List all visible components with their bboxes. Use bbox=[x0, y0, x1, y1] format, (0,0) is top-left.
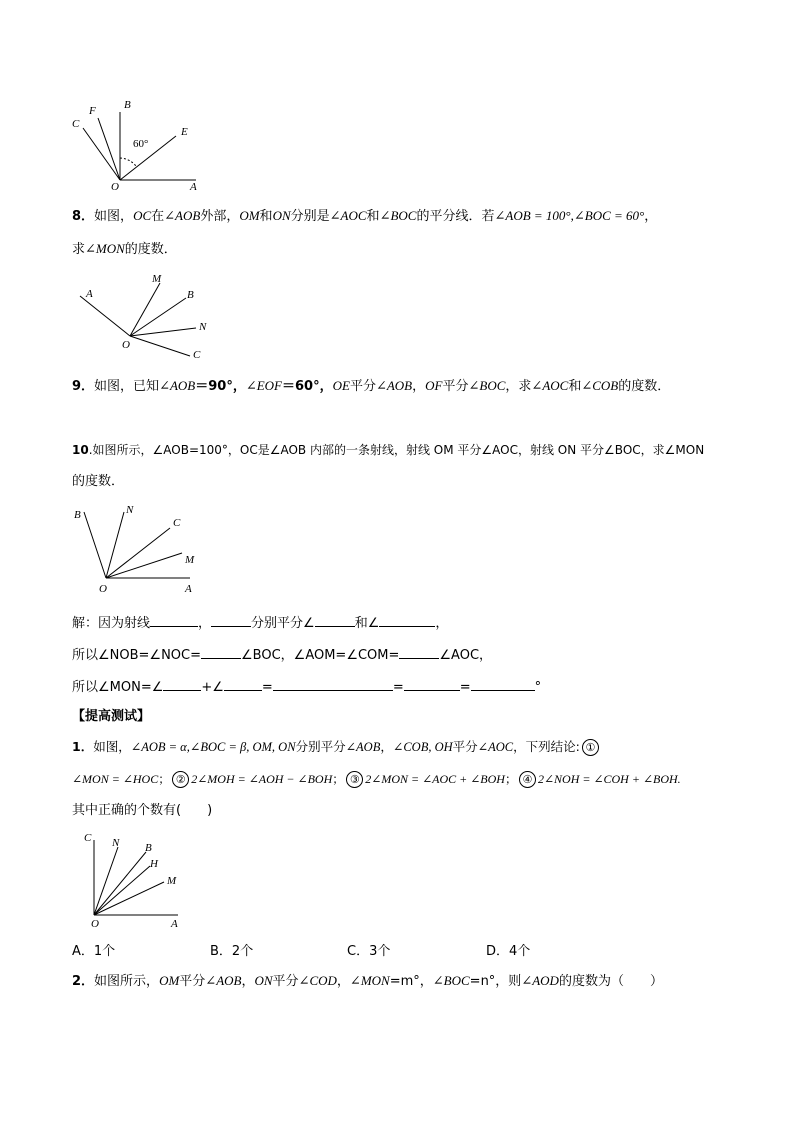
q10-labels-B: B bbox=[74, 509, 81, 521]
q10-labels-N: N bbox=[126, 504, 134, 516]
p2-aod: ∠AOD bbox=[521, 973, 559, 988]
q9-cob: ∠COB bbox=[581, 378, 619, 393]
q8-on: ON bbox=[272, 208, 291, 223]
p1-t5: ，下列结论: bbox=[513, 739, 580, 754]
q9-eq2: ＝60°， bbox=[282, 379, 333, 394]
p2-line bbox=[72, 972, 663, 991]
ray-oc bbox=[83, 128, 120, 180]
q10-sol1b: ， bbox=[198, 616, 212, 631]
p2-t2: 平分 bbox=[179, 974, 206, 989]
p2-t6: =m°， bbox=[389, 974, 433, 989]
q8-aoc: ∠AOC bbox=[329, 208, 367, 223]
blank[interactable] bbox=[399, 644, 439, 659]
q10-line1 bbox=[72, 441, 704, 459]
blank[interactable] bbox=[163, 676, 201, 691]
p2-t4: 平分 bbox=[272, 974, 299, 989]
q8-aob: ∠AOB bbox=[164, 208, 201, 223]
p1-s3: 2∠MON = ∠AOC + ∠BOH bbox=[365, 772, 505, 786]
p2-boc: ∠BOC bbox=[432, 973, 470, 988]
q10-solution-1 bbox=[72, 612, 448, 633]
angle-arc bbox=[120, 158, 136, 166]
q8-text1: 如图， bbox=[94, 209, 134, 224]
q9-text: 如图，已知 bbox=[94, 379, 160, 394]
p1-t3: ， bbox=[380, 739, 393, 754]
section-title: 【提高测试】 bbox=[72, 709, 151, 724]
p2-aob: ∠AOB bbox=[205, 973, 242, 988]
q8-line2 bbox=[72, 240, 177, 259]
blank[interactable] bbox=[315, 612, 355, 627]
blank[interactable] bbox=[211, 612, 251, 627]
label-a: A bbox=[190, 181, 197, 193]
label-b: B bbox=[124, 99, 131, 111]
p1-labels-C: C bbox=[84, 832, 92, 844]
q10-sol1e: ， bbox=[435, 616, 449, 631]
q8-labels-A: A bbox=[86, 288, 93, 300]
q9-t4: ，求 bbox=[505, 379, 532, 394]
q10-labels-O: O bbox=[99, 583, 107, 595]
p1-sep2: ； bbox=[332, 772, 345, 786]
p2-t5: ， bbox=[336, 974, 350, 989]
q10-sol3d: = bbox=[392, 680, 404, 695]
p2-on: ON bbox=[254, 973, 273, 988]
q9-t5: 和 bbox=[568, 379, 582, 394]
q8-text5: 分别是 bbox=[290, 209, 330, 224]
choice-c[interactable]: C．3个 bbox=[347, 944, 391, 959]
p1-labels-N: N bbox=[112, 837, 120, 849]
q8-line2b: 的度数． bbox=[124, 242, 177, 257]
q10-line2: 的度数． bbox=[72, 474, 125, 489]
q8-labels-C: C bbox=[193, 349, 201, 361]
q8-cond: ∠AOB = 100°,∠BOC = 60° bbox=[494, 208, 645, 223]
p1-t1: 如图， bbox=[93, 739, 131, 754]
q10-labels-A: A bbox=[185, 583, 192, 595]
q8-text4: 和 bbox=[259, 209, 273, 224]
blank[interactable] bbox=[150, 612, 198, 627]
q10-sol1a: 解：因为射线 bbox=[72, 616, 151, 631]
q8-text8: ， bbox=[644, 209, 658, 224]
q8-num: 8． bbox=[72, 209, 95, 224]
q10-sol1c: 分别平分∠ bbox=[251, 616, 315, 631]
q9-boc: ∠BOC bbox=[468, 378, 506, 393]
q8-labels-M: M bbox=[152, 273, 162, 285]
q10-sol2a: 所以∠NOB=∠NOC= bbox=[72, 648, 202, 663]
q9-aob2: ∠AOB bbox=[375, 378, 413, 393]
p2-num: 2． bbox=[72, 974, 95, 989]
q10-labels-M: M bbox=[185, 554, 195, 566]
q9-num: 9． bbox=[72, 379, 95, 394]
q8-boc: ∠BOC bbox=[379, 208, 417, 223]
q9-eof: ∠EOF bbox=[245, 378, 282, 393]
p2-t3: ， bbox=[241, 974, 255, 989]
p1-s1: ∠MON = ∠HOC bbox=[72, 772, 159, 786]
q10-solution-3 bbox=[72, 676, 541, 697]
p1-t2: 分别平分 bbox=[295, 739, 346, 754]
q8-om: OM bbox=[239, 208, 260, 223]
p1-s2: 2∠MOH = ∠AOH − ∠BOH bbox=[191, 772, 333, 786]
q9-t3: 平分 bbox=[442, 379, 469, 394]
q8-labels-N: N bbox=[199, 321, 207, 333]
q8-labels-B: B bbox=[187, 289, 194, 301]
p1-labels-B: B bbox=[145, 842, 152, 854]
blank[interactable] bbox=[273, 676, 393, 691]
q10-sol3a: 所以∠MON=∠ bbox=[72, 680, 164, 695]
q9-t1: 平分 bbox=[349, 379, 376, 394]
label-f: F bbox=[89, 105, 96, 117]
q10-line1: .如图所示，∠AOB=100°，OC是∠AOB 内部的一条射线，射线 OM 平分∠AOC，射线 ON 平分∠BOC，求∠MON bbox=[88, 443, 705, 457]
p1-question: 其中正确的个数有( ) bbox=[72, 803, 213, 818]
choice-b[interactable]: B．2个 bbox=[210, 944, 254, 959]
ray-oe bbox=[120, 136, 176, 180]
blank[interactable] bbox=[404, 676, 460, 691]
q8-labels-O: O bbox=[122, 339, 130, 351]
choice-a[interactable]: A．1个 bbox=[72, 944, 116, 959]
p1-line2 bbox=[72, 770, 681, 788]
label-c: C bbox=[72, 118, 80, 130]
blank[interactable] bbox=[224, 676, 262, 691]
p1-line1 bbox=[72, 738, 601, 756]
q8-line2a: 求 bbox=[72, 242, 86, 257]
label-60: 60° bbox=[133, 138, 149, 150]
label-o: O bbox=[111, 181, 119, 193]
p1-labels-M: M bbox=[167, 875, 177, 887]
p2-om: OM bbox=[159, 973, 180, 988]
circled-2: ② bbox=[172, 771, 189, 788]
p1-sep1: ； bbox=[158, 772, 171, 786]
circled-1: ① bbox=[582, 739, 599, 756]
p1-m1: ∠AOB = α,∠BOC = β, OM, ON bbox=[130, 740, 296, 754]
p1-m2: ∠AOB bbox=[345, 740, 381, 754]
p1-t4: 平分 bbox=[452, 739, 478, 754]
circled-3: ③ bbox=[346, 771, 363, 788]
q10-solution-2 bbox=[72, 644, 492, 665]
p1-m3: ∠COB, OH bbox=[392, 740, 453, 754]
q10-sol3f: ° bbox=[534, 680, 542, 695]
p1-m4: ∠AOC bbox=[477, 740, 514, 754]
p1-num: 1． bbox=[72, 739, 94, 754]
p2-t1: 如图所示， bbox=[94, 974, 160, 989]
p2-t7: =n°，则 bbox=[469, 974, 522, 989]
q9-t2: ， bbox=[412, 379, 426, 394]
q9-aob: ∠AOB bbox=[159, 378, 196, 393]
q10-labels-C: C bbox=[173, 517, 181, 529]
p2-t8: 的度数为（ ） bbox=[558, 974, 663, 989]
q9-t6: 的度数． bbox=[618, 379, 671, 394]
q10-sol3c: = bbox=[261, 680, 273, 695]
q10-sol1d: 和∠ bbox=[354, 616, 380, 631]
q9-line bbox=[72, 377, 670, 396]
q10-num: 10 bbox=[72, 443, 89, 457]
q8-text2: 在 bbox=[151, 209, 165, 224]
circled-4: ④ bbox=[519, 771, 536, 788]
q10-sol2b: ∠BOC，∠AOM=∠COM= bbox=[241, 648, 400, 663]
blank[interactable] bbox=[471, 676, 535, 691]
p1-s4: 2∠NOH = ∠COH + ∠BOH. bbox=[537, 772, 681, 786]
q9-aoc: ∠AOC bbox=[531, 378, 569, 393]
q8-oc: OC bbox=[133, 208, 152, 223]
q9-oe: OE bbox=[332, 378, 350, 393]
label-e: E bbox=[181, 126, 188, 138]
p1-sep3: ； bbox=[504, 772, 517, 786]
blank[interactable] bbox=[379, 612, 435, 627]
p1-labels-H: H bbox=[150, 858, 158, 870]
choice-d[interactable]: D．4个 bbox=[486, 944, 531, 959]
q10-sol3e: = bbox=[459, 680, 471, 695]
p1-labels-O: O bbox=[91, 918, 99, 930]
p2-cod: ∠COD bbox=[298, 973, 337, 988]
q8-line1 bbox=[72, 207, 657, 226]
blank[interactable] bbox=[201, 644, 241, 659]
q8-text3: 外部， bbox=[200, 209, 240, 224]
p2-mon: ∠MON bbox=[349, 973, 390, 988]
q9-of: OF bbox=[425, 378, 443, 393]
q10-sol3b: +∠ bbox=[201, 680, 224, 695]
q8-text7: 的平分线．若 bbox=[416, 209, 495, 224]
p1-labels-A: A bbox=[171, 918, 178, 930]
q8-mon: ∠MON bbox=[85, 241, 125, 256]
q10-line2 bbox=[72, 473, 124, 491]
q10-sol2c: ∠AOC， bbox=[439, 648, 493, 663]
ray-of bbox=[98, 118, 120, 180]
q9-eq1: ＝90°， bbox=[195, 379, 246, 394]
q8-text6: 和 bbox=[366, 209, 380, 224]
